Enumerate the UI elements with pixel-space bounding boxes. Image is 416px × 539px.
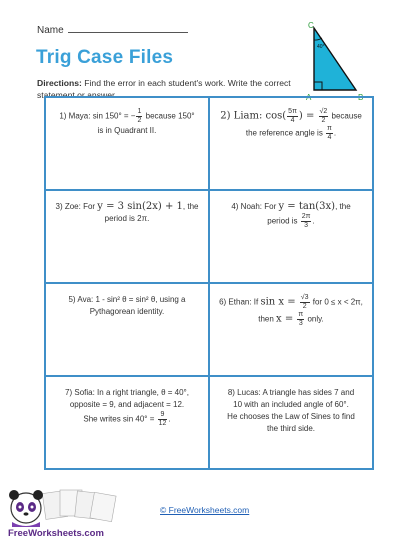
case-8-text-3: He chooses the Law of Sines to find xyxy=(227,412,355,421)
case-2-text-5: . xyxy=(333,128,337,138)
case-2-text: 2) Liam: cos( xyxy=(220,110,287,122)
case-7-text: 7) Sofia: In a right triangle, θ = 40°, xyxy=(65,388,189,397)
case-1-text-3: is in Quadrant II. xyxy=(97,126,157,135)
directions-text: Find the error in each student's work. Write the correct statement or answer. xyxy=(37,78,291,100)
case-4 xyxy=(209,190,373,283)
case-3-text-3: period is 2π. xyxy=(104,214,150,223)
case-5-text: 5) Ava: 1 - sin² θ = sin² θ, using a xyxy=(68,295,186,304)
case-5 xyxy=(45,283,209,376)
case-6-equation: sin x = xyxy=(260,296,299,308)
case-4-text-3: period is xyxy=(267,216,300,226)
case-7-text-3: She writes sin 40° = xyxy=(83,414,157,424)
case-8-text: 8) Lucas: A triangle has sides 7 and xyxy=(227,388,355,397)
page-title: Trig Case Files xyxy=(36,47,174,68)
right-triangle-diagram xyxy=(300,18,380,100)
case-3-text: 3) Zoe: For xyxy=(55,202,98,211)
footer-link[interactable]: © FreeWorksheets.com xyxy=(160,505,250,515)
directions-label: Directions: xyxy=(37,78,82,88)
case-6-text-4: only. xyxy=(305,314,324,324)
case-2-fraction-2: $\frac{√2}{2}$ xyxy=(319,108,328,124)
case-3-text-2: , the xyxy=(182,202,199,211)
case-2 xyxy=(209,97,373,190)
case-2-text-4: the reference angle is xyxy=(245,128,326,138)
case-6 xyxy=(209,283,373,376)
angle-label: 40° xyxy=(317,44,325,50)
case-5-text-2: Pythagorean identity. xyxy=(89,307,165,316)
case-7 xyxy=(45,376,209,469)
name-row xyxy=(37,23,188,36)
vertex-b-label: B xyxy=(358,93,364,100)
name-label: Name xyxy=(37,25,64,36)
case-6-equation-2: x = xyxy=(276,313,297,325)
case-6-fraction: $\frac{√3}{2}$ xyxy=(300,294,309,310)
case-4-text-2: , the xyxy=(335,202,351,211)
case-6-text-2: for 0 ≤ x < 2π, xyxy=(310,297,363,307)
name-line[interactable] xyxy=(68,23,188,33)
case-4-equation: y = tan(3x) xyxy=(278,201,336,212)
case-grid xyxy=(44,96,374,470)
case-2-text-3: because xyxy=(329,111,362,121)
case-8-text-4: the third side. xyxy=(266,424,316,433)
case-8-text-2: 10 with an included angle of 60°. xyxy=(233,400,349,409)
case-4-text-4: . xyxy=(312,216,315,226)
case-1 xyxy=(45,97,209,190)
case-2-text-2: ) = xyxy=(298,110,318,122)
case-8 xyxy=(209,376,373,469)
case-1-text: 1) Maya: sin 150° = − xyxy=(59,111,136,121)
case-1-text-2: because 150° xyxy=(143,111,195,121)
case-3 xyxy=(45,190,209,283)
case-7-text-4: . xyxy=(168,414,171,424)
freeworksheets-logo xyxy=(4,482,124,539)
vertex-a-label: A xyxy=(306,93,312,100)
case-7-fraction: $\frac{9}{12}$ xyxy=(158,411,167,427)
case-3-equation: y = 3 sin(2x) + 1 xyxy=(97,201,183,212)
case-6-text-3: then xyxy=(258,314,277,324)
case-2-fraction-3: $\frac{\pi}{4}$ xyxy=(327,125,332,141)
case-6-text: 6) Ethan: If xyxy=(219,297,261,307)
vertex-c-label: C xyxy=(308,21,314,30)
case-4-text: 4) Noah: For xyxy=(231,202,279,211)
case-1-fraction: $\frac{1}{2}$ xyxy=(137,108,142,124)
case-6-fraction-2: $\frac{\pi}{3}$ xyxy=(298,311,304,327)
case-2-fraction-1: $\frac{5\pi}{4}$ xyxy=(288,108,297,124)
case-7-text-2: opposite = 9, and adjacent = 12. xyxy=(69,400,185,409)
logo-text: FreeWorksheets.com xyxy=(8,528,104,539)
case-4-fraction: $\frac{2\pi}{3}$ xyxy=(301,213,311,229)
